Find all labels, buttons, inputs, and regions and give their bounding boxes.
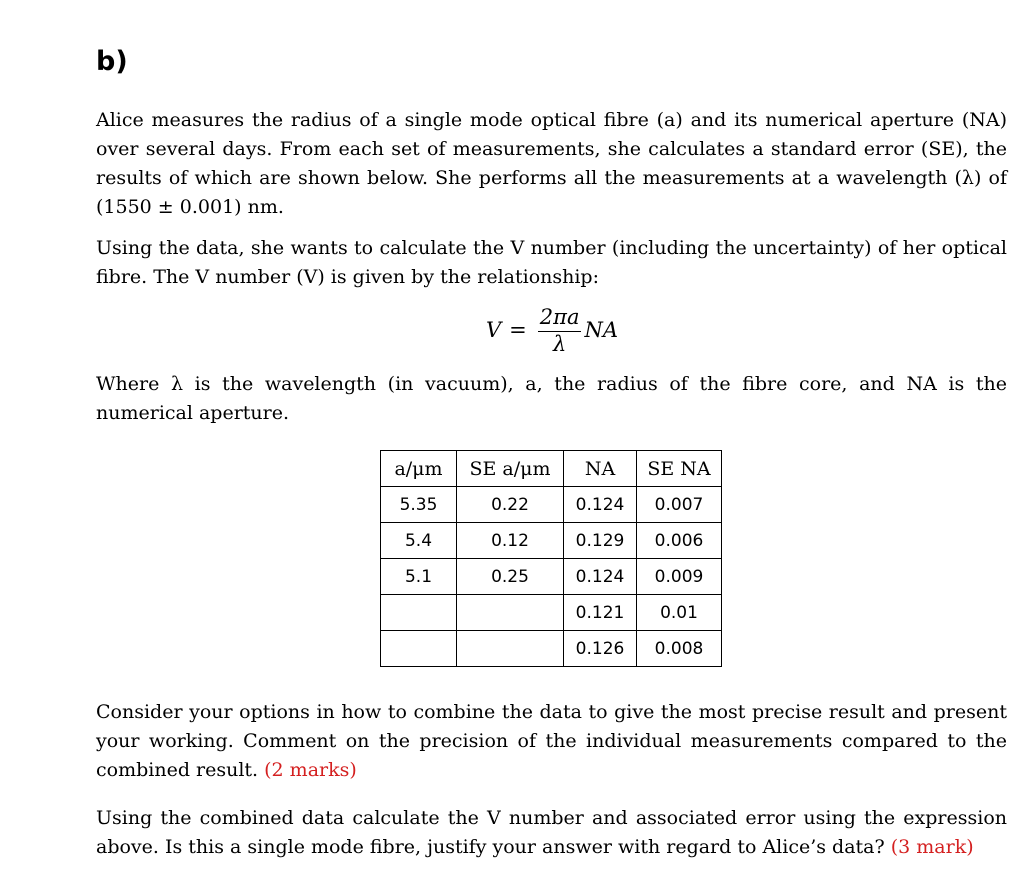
table-row <box>381 523 722 559</box>
cell-a: 5.1 <box>381 559 457 595</box>
header-se-na: SE NA <box>637 451 722 487</box>
cell-na: 0.121 <box>564 595 637 631</box>
table-row <box>381 559 722 595</box>
question-text: Consider your options in how to combine the data to give the most precise result and present your working. Comment on the precision of the individual measurements compared to the combined result. <box>96 701 1007 781</box>
table-row <box>381 595 722 631</box>
question-text: Using the combined data calculate the V number and associated error using the expression above. Is this a single mode fibre, justify your answer with regard to Alice’s data? <box>96 807 1007 858</box>
definitions-paragraph: Where λ is the wavelength (in vacuum), a, the radius of the fibre core, and NA is the numerical aperture. <box>96 373 1007 424</box>
header-a: a/μm <box>381 451 457 487</box>
section-heading: b) <box>96 46 128 77</box>
measurement-table <box>380 450 722 667</box>
cell-se-na: 0.007 <box>637 487 722 523</box>
formula-lhs: V <box>486 318 502 342</box>
cell-na: 0.124 <box>564 559 637 595</box>
marks-badge: (2 marks) <box>264 759 357 781</box>
question-combine-data <box>96 698 1007 785</box>
marks-badge: (3 mark) <box>890 836 974 858</box>
cell-se-na: 0.009 <box>637 559 722 595</box>
header-na: NA <box>564 451 637 487</box>
cell-se-a <box>457 595 564 631</box>
vnumber-paragraph: Using the data, she wants to calculate the V number (including the uncertainty) of her optical fibre. The V number (V) is given by the relationship: <box>96 237 1007 288</box>
cell-a: 5.4 <box>381 523 457 559</box>
formula-denominator: λ <box>552 332 567 356</box>
formula-rhs: NA <box>584 318 619 342</box>
cell-na: 0.129 <box>564 523 637 559</box>
table-header-row <box>381 451 722 487</box>
table-row <box>381 487 722 523</box>
question-v-number <box>96 804 1007 862</box>
cell-se-na: 0.01 <box>637 595 722 631</box>
formula-numerator: 2πa <box>538 304 582 332</box>
header-se-a: SE a/μm <box>457 451 564 487</box>
cell-se-a: 0.22 <box>457 487 564 523</box>
cell-a <box>381 631 457 667</box>
cell-na: 0.124 <box>564 487 637 523</box>
cell-se-na: 0.008 <box>637 631 722 667</box>
cell-a: 5.35 <box>381 487 457 523</box>
v-number-formula <box>486 304 618 356</box>
cell-na: 0.126 <box>564 631 637 667</box>
formula-equals: = <box>509 318 527 342</box>
cell-se-a: 0.25 <box>457 559 564 595</box>
table-row <box>381 631 722 667</box>
cell-se-a: 0.12 <box>457 523 564 559</box>
cell-se-a <box>457 631 564 667</box>
formula-fraction <box>538 304 582 356</box>
intro-paragraph: Alice measures the radius of a single mode optical fibre (a) and its numerical aperture (NA) over several days. From each set of measurements, she calculates a standard error (SE), the results of which are shown below. She performs all the measurements at a wavelength (λ) of (1550 ± 0.001) nm. <box>96 109 1007 218</box>
cell-a <box>381 595 457 631</box>
cell-se-na: 0.006 <box>637 523 722 559</box>
